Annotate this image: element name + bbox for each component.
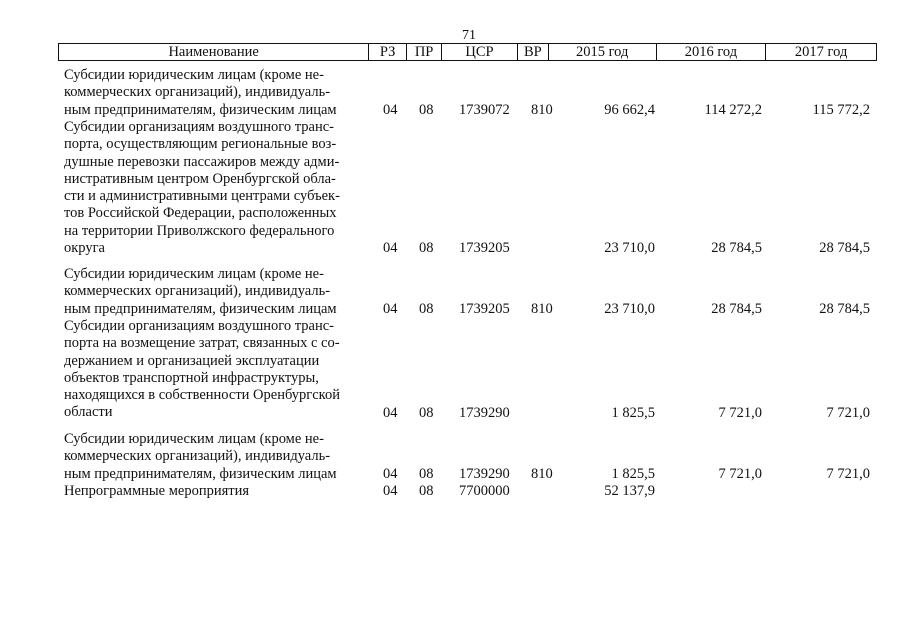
row-2015: 1 825,5 — [611, 404, 655, 421]
row-2015: 23 710,0 — [604, 300, 655, 317]
table-header — [58, 43, 877, 61]
row-name: Субсидии организациям воздушного транс- порта на возмещение затрат, связанных с со- держанием и организацией эксплуатации объектов транспортной инфраструктуры, находящихся в собственности Оренбургской области — [64, 318, 340, 421]
row-name: Непрограммные мероприятия — [64, 483, 250, 499]
row-pr: 08 — [419, 404, 434, 421]
row-2015: 23 710,0 — [604, 240, 655, 257]
row-vr: 810 — [531, 300, 553, 317]
row-pr: 08 — [419, 483, 434, 499]
header-2016: 2016 год — [657, 44, 767, 60]
row-2016: 28 784,5 — [711, 300, 762, 317]
header-name: Наименование — [59, 44, 369, 60]
row-rz: 04 — [383, 101, 398, 118]
row-pr: 08 — [419, 101, 434, 118]
row-csr: 1739290 — [459, 404, 510, 421]
row-2015: 52 137,9 — [604, 483, 655, 499]
row-pr: 08 — [419, 465, 434, 482]
row-2016: 7 721,0 — [718, 404, 762, 421]
header-csr: ЦСР — [442, 44, 518, 60]
row-vr: 810 — [531, 101, 553, 118]
row-2016: 28 784,5 — [711, 240, 762, 257]
row-2017: 115 772,2 — [812, 101, 870, 118]
row-name: Субсидии организациям воздушного транс- порта, осуществляющим региональные воз- душные перевозки пассажиров между адми- нистративным центром Оренбургской обла- сти и административными центрами субъек- тов Российской Федерации, расположенных на территории Приволжского федерального округа — [64, 119, 340, 257]
header-pr: ПР — [407, 44, 442, 60]
row-2016: 7 721,0 — [718, 465, 762, 482]
header-2015: 2015 год — [549, 44, 657, 60]
row-2017: 7 721,0 — [826, 465, 870, 482]
row-rz: 04 — [383, 465, 398, 482]
row-pr: 08 — [419, 240, 434, 257]
row-2016: 114 272,2 — [704, 101, 762, 118]
row-csr: 1739072 — [459, 101, 510, 118]
row-csr: 1739205 — [459, 300, 510, 317]
row-csr: 1739290 — [459, 465, 510, 482]
row-2017: 7 721,0 — [826, 404, 870, 421]
row-name: Субсидии юридическим лицам (кроме не- коммерческих организаций), индивидуаль- ным предпринимателям, физическим лицам — [64, 266, 337, 317]
row-name: Субсидии юридическим лицам (кроме не- коммерческих организаций), индивидуаль- ным предпринимателям, физическим лицам — [64, 431, 337, 482]
page-number: 71 — [462, 28, 476, 43]
row-vr: 810 — [531, 465, 553, 482]
header-vr: ВР — [518, 44, 549, 60]
row-2017: 28 784,5 — [819, 240, 870, 257]
header-2017: 2017 год — [794, 44, 848, 60]
header-rz: РЗ — [369, 44, 407, 60]
row-name: Субсидии юридическим лицам (кроме не- коммерческих организаций), индивидуаль- ным предпринимателям, физическим лицам — [64, 67, 337, 118]
row-rz: 04 — [383, 483, 398, 499]
row-2017: 28 784,5 — [819, 300, 870, 317]
row-2015: 1 825,5 — [611, 465, 655, 482]
row-rz: 04 — [383, 300, 398, 317]
row-2015: 96 662,4 — [604, 101, 655, 118]
row-rz: 04 — [383, 404, 398, 421]
row-csr: 7700000 — [459, 483, 510, 499]
row-csr: 1739205 — [459, 240, 510, 257]
row-pr: 08 — [419, 300, 434, 317]
row-rz: 04 — [383, 240, 398, 257]
